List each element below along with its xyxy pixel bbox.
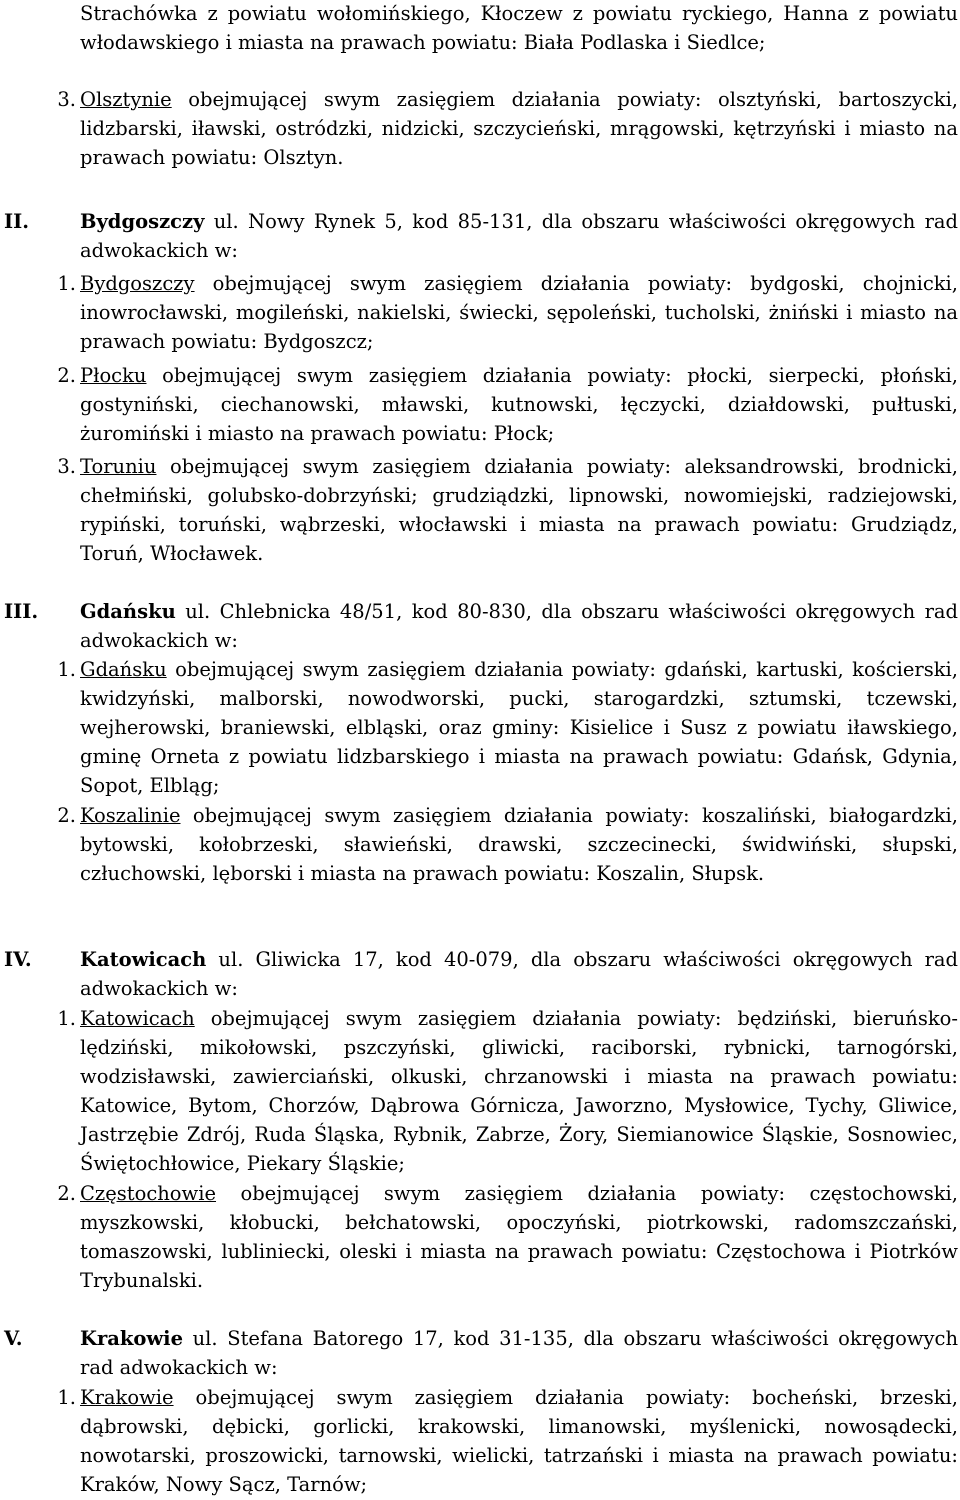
- item-number: 2.: [57, 1182, 76, 1205]
- list-item: [0, 453, 960, 569]
- section-heading-text: [80, 1325, 958, 1383]
- section-city: Krakowie: [80, 1327, 183, 1350]
- section-heading: [0, 946, 960, 1004]
- section-heading: [0, 598, 960, 656]
- item-keyword: Krakowie: [80, 1386, 174, 1409]
- item-body: obejmującej swym zasięgiem działania powiaty: gdański, kartuski, kościerski, kwidzyński, malborski, nowodworski, pucki, starogardzki, sztumski, tczewski, wejherowski, braniewski, elbląski, oraz gminy: Kisielice i Susz z powiatu iławskiego, gminę Orneta z powiatu lidzbarskiego i miasta na prawach powiatu: Gdańsk, Gdynia, Sopot, Elbląg;: [80, 658, 958, 797]
- item-text: [80, 362, 958, 449]
- item-body: obejmującej swym zasięgiem działania powiaty: będziński, bieruńsko-lędziński, mikołowski, pszczyński, gliwicki, raciborski, rybnicki, tarnogórski, wodzisławski, zawierciański, olkuski, chrzanowski i miasta na prawach powiatu: Katowice, Bytom, Chorzów, Dąbrowa Górnicza, Jaworzno, Mysłowice, Tychy, Gliwice, Jastrzębie Zdrój, Ruda Śląska, Rybnik, Zabrze, Żory, Siemianowice Śląskie, Sosnowiec, Świętochłowice, Piekary Śląskie;: [80, 1007, 958, 1175]
- item-text: [80, 270, 958, 357]
- list-item: [0, 270, 960, 357]
- item-body: obejmującej swym zasięgiem działania powiaty: częstochowski, myszkowski, kłobucki, bełchatowski, opoczyński, piotrkowski, radomszczański, tomaszowski, lubliniecki, oleski i miasta na prawach powiatu: Częstochowa i Piotrków Trybunalski.: [80, 1182, 958, 1292]
- item-text: [80, 656, 958, 801]
- section-city: Gdańsku: [80, 600, 176, 623]
- item-number: 1.: [57, 658, 76, 681]
- list-item: [0, 1005, 960, 1178]
- list-item: [0, 656, 960, 801]
- item-text: [80, 802, 958, 889]
- section-heading: [0, 208, 960, 266]
- section-number: V.: [4, 1327, 23, 1350]
- list-item: [0, 86, 960, 173]
- item-text: [80, 86, 958, 173]
- section-heading-text: [80, 598, 958, 656]
- item-body: obejmującej swym zasięgiem działania powiaty: koszaliński, białogardzki, bytowski, kołobrzeski, sławieński, drawski, szczecinecki, świdwiński, słupski, człuchowski, lęborski i miasta na prawach powiatu: Koszalin, Słupsk.: [80, 804, 958, 885]
- section-address: ul. Nowy Rynek 5, kod 85-131, dla obszaru właściwości okręgowych rad adwokackich w:: [80, 210, 958, 262]
- item-keyword: Katowicach: [80, 1007, 195, 1030]
- section-heading-text: [80, 946, 958, 1004]
- section-address: ul. Gliwicka 17, kod 40-079, dla obszaru właściwości okręgowych rad adwokackich w:: [80, 948, 958, 1000]
- item-keyword: Częstochowie: [80, 1182, 217, 1205]
- item-body: obejmującej swym zasięgiem działania powiaty: olsztyński, bartoszycki, lidzbarski, iławski, ostródzki, nidzicki, szczycieński, mrągowski, kętrzyński i miasto na prawach powiatu: Olsztyn.: [80, 88, 958, 169]
- section-city: Bydgoszczy: [80, 210, 205, 233]
- item-keyword: Płocku: [80, 364, 147, 387]
- paragraph-text: Strachówka z powiatu wołomińskiego, Kłoczew z powiatu ryckiego, Hanna z powiatu włodawskiego i miasta na prawach powiatu: Biała Podlaska i Siedlce;: [80, 2, 958, 54]
- item-body: obejmującej swym zasięgiem działania powiaty: bydgoski, chojnicki, inowrocławski, mogileński, nakielski, świecki, sępoleński, tucholski, żniński i miasto na prawach powiatu: Bydgoszcz;: [80, 272, 958, 353]
- continuation-paragraph: [0, 0, 960, 58]
- item-text: [80, 1005, 958, 1178]
- item-body: obejmującej swym zasięgiem działania powiaty: aleksandrowski, brodnicki, chełmiński, golubsko-dobrzyński; grudziądzki, lipnowski, nowomiejski, radziejowski, rypiński, toruński, wąbrzeski, włocławski i miasta na prawach powiatu: Grudziądz, Toruń, Włocławek.: [80, 455, 958, 565]
- item-keyword: Olsztynie: [80, 88, 172, 111]
- item-number: 1.: [57, 272, 76, 295]
- section-heading: [0, 1325, 960, 1383]
- item-keyword: Toruniu: [80, 455, 157, 478]
- list-item: [0, 802, 960, 889]
- item-body: obejmującej swym zasięgiem działania powiaty: bocheński, brzeski, dąbrowski, dębicki, gorlicki, krakowski, limanowski, myślenicki, nowosądecki, nowotarski, proszowicki, tarnowski, wielicki, tatrzański i miasta na prawach powiatu: Kraków, Nowy Sącz, Tarnów;: [80, 1386, 958, 1496]
- item-number: 3.: [57, 88, 76, 111]
- section-city: Katowicach: [80, 948, 207, 971]
- item-keyword: Bydgoszczy: [80, 272, 195, 295]
- list-item: [0, 1180, 960, 1296]
- item-text: [80, 453, 958, 569]
- item-text: [80, 1180, 958, 1296]
- section-number: IV.: [4, 948, 32, 971]
- item-number: 1.: [57, 1386, 76, 1409]
- item-body: obejmującej swym zasięgiem działania powiaty: płocki, sierpecki, płoński, gostyniński, ciechanowski, mławski, kutnowski, łęczycki, działdowski, pułtuski, żuromiński i miasto na prawach powiatu: Płock;: [80, 364, 958, 445]
- section-heading-text: [80, 208, 958, 266]
- section-address: ul. Chlebnicka 48/51, kod 80-830, dla obszaru właściwości okręgowych rad adwokackich w:: [80, 600, 958, 652]
- item-number: 1.: [57, 1007, 76, 1030]
- item-keyword: Koszalinie: [80, 804, 181, 827]
- list-item: [0, 362, 960, 449]
- list-item: [0, 1384, 960, 1500]
- item-number: 2.: [57, 364, 76, 387]
- item-text: [80, 1384, 958, 1500]
- item-number: 3.: [57, 455, 76, 478]
- item-number: 2.: [57, 804, 76, 827]
- item-keyword: Gdańsku: [80, 658, 167, 681]
- section-address: ul. Stefana Batorego 17, kod 31-135, dla obszaru właściwości okręgowych rad adwokackich w:: [80, 1327, 958, 1379]
- section-number: III.: [4, 600, 39, 623]
- section-number: II.: [4, 210, 30, 233]
